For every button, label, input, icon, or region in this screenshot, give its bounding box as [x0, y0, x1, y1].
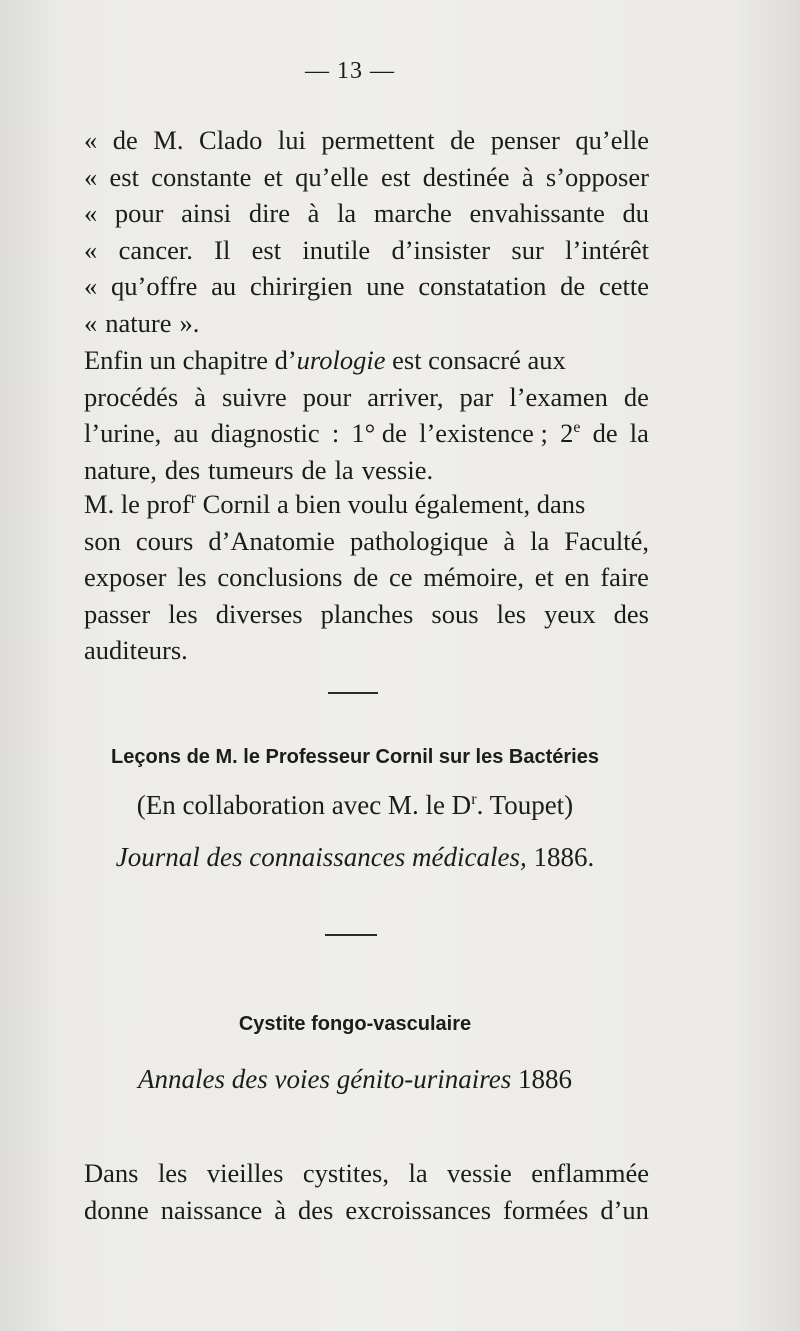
text-line	[84, 559, 649, 596]
word: procédés	[84, 381, 179, 412]
word: sous	[431, 598, 479, 629]
word: vessie	[447, 1158, 512, 1188]
word: et	[263, 161, 283, 192]
journal-citation-2	[60, 1064, 650, 1095]
word: de	[301, 454, 327, 485]
word: arriver,	[367, 381, 444, 412]
word: s’opposer	[545, 161, 649, 192]
word: permettent	[321, 125, 435, 155]
superscript: r	[190, 490, 197, 508]
word: la	[408, 1158, 428, 1188]
paragraph-cornil	[84, 486, 649, 669]
word: «	[84, 161, 98, 192]
word: donne	[84, 1194, 149, 1225]
journal-title: Journal des connaissances médicales,	[115, 842, 527, 872]
text-line	[84, 232, 649, 269]
word: du	[622, 198, 649, 229]
journal-year: 1886	[511, 1064, 572, 1094]
word: à	[521, 161, 534, 192]
word: nature,	[84, 454, 157, 485]
text-line	[84, 523, 649, 560]
word: au	[211, 271, 237, 302]
word: de	[112, 125, 138, 155]
word: qu’offre	[111, 271, 198, 302]
word: en	[564, 562, 590, 593]
text-line	[84, 159, 649, 196]
word: yeux	[544, 598, 596, 629]
page-number: — 13 —	[305, 58, 395, 84]
word: diverses	[215, 598, 303, 629]
word: «	[84, 307, 98, 338]
word: pathologique	[349, 525, 489, 556]
word: une	[366, 271, 405, 302]
text-line	[84, 195, 649, 232]
word: les	[177, 562, 207, 593]
word: ».	[179, 307, 200, 338]
line-prefix: Enfin un chapitre d’	[84, 345, 297, 375]
word: faire	[600, 562, 649, 593]
text-line	[84, 305, 649, 342]
word: l’examen	[509, 381, 608, 412]
word: et	[534, 562, 554, 593]
word: dire	[248, 198, 291, 229]
paragraph-quote-continuation	[84, 122, 649, 342]
word: cystites,	[302, 1158, 389, 1188]
word: sur	[511, 234, 544, 265]
word: formées	[503, 1194, 589, 1225]
word: «	[84, 271, 98, 302]
word: excroissances	[345, 1194, 492, 1225]
word: d’Anatomie	[208, 525, 335, 556]
word: les	[496, 598, 527, 629]
word: naissance	[160, 1194, 263, 1225]
word: d’insister	[391, 234, 491, 265]
word: les	[157, 1158, 188, 1188]
word: constante	[151, 161, 252, 192]
italic-term: urologie	[296, 345, 386, 375]
word: lui	[277, 125, 306, 155]
word: diagnostic	[210, 418, 320, 449]
word: planches	[320, 598, 414, 629]
word: qu’elle	[575, 125, 649, 155]
word: de	[353, 562, 379, 593]
word: envahissante	[469, 198, 605, 229]
word: 2e	[560, 418, 581, 449]
word: d’un	[600, 1194, 649, 1225]
superscript: r	[471, 790, 477, 808]
text-line	[84, 268, 649, 305]
word: penser	[490, 125, 560, 155]
word: marche	[373, 198, 452, 229]
word: cours	[135, 525, 194, 556]
text-line	[84, 122, 649, 159]
word: son	[84, 525, 121, 556]
word: la	[334, 454, 354, 485]
word: de	[560, 271, 586, 302]
word: pour	[114, 198, 164, 229]
text-line	[84, 596, 649, 633]
text-line	[84, 486, 649, 523]
word: la	[530, 525, 550, 556]
word: mémoire,	[423, 562, 525, 593]
separator-rule	[328, 692, 378, 694]
word: «	[84, 198, 98, 229]
journal-citation-1	[60, 842, 650, 873]
word: par	[459, 381, 494, 412]
word: ce	[388, 562, 413, 593]
word: l’intérêt	[565, 234, 649, 265]
word: Faculté,	[564, 525, 649, 556]
line-prefix: M. le prof	[84, 489, 191, 519]
word: au	[173, 418, 199, 449]
word: inutile	[302, 234, 371, 265]
word: de	[592, 418, 618, 449]
word: exposer	[84, 562, 167, 593]
section-heading-cystite: Cystite fongo-vasculaire	[238, 1013, 472, 1035]
journal-title: Annales des voies génito-urinaires	[138, 1064, 512, 1094]
word: les	[168, 598, 198, 629]
text-line	[84, 415, 649, 452]
word: 1° de	[351, 418, 407, 449]
word: vessie.	[361, 454, 434, 485]
collaboration-line	[60, 790, 650, 821]
word: suivre	[221, 381, 287, 412]
paragraph-cystites	[84, 1155, 649, 1228]
word: auditeurs.	[84, 635, 188, 666]
word: destinée	[422, 161, 510, 192]
separator-rule	[325, 934, 377, 936]
word: cancer.	[118, 234, 193, 265]
section-heading-bacteries: Leçons de M. le Professeur Cornil sur les Bactéries	[111, 746, 599, 768]
word: pour	[302, 381, 352, 412]
line-suffix: Cornil a bien voulu également, dans	[196, 489, 586, 519]
word: est	[109, 161, 139, 192]
word: chirirgien	[249, 271, 353, 302]
word: des	[613, 598, 649, 629]
word: conclusions	[217, 562, 343, 593]
word: à	[194, 381, 206, 412]
text-line	[84, 1155, 649, 1192]
line-suffix: est consacré aux	[385, 345, 566, 375]
word: M.	[153, 125, 184, 155]
word: tumeurs	[208, 454, 294, 485]
word: des	[298, 1194, 334, 1225]
text-line	[84, 632, 649, 669]
word: à	[274, 1194, 287, 1225]
word: des	[164, 454, 201, 485]
word: l’urine,	[84, 418, 162, 449]
word: constatation	[418, 271, 547, 302]
word: qu’elle	[295, 161, 369, 192]
word: enflammée	[531, 1158, 649, 1188]
word: la	[337, 198, 357, 229]
word: est	[251, 234, 282, 265]
word: ainsi	[181, 198, 232, 229]
text-line	[84, 1192, 649, 1229]
word: passer	[84, 598, 151, 629]
word: vieilles	[206, 1158, 284, 1188]
word: Il	[214, 234, 231, 265]
word: cette	[598, 271, 649, 302]
word: nature	[105, 307, 172, 338]
journal-year: 1886.	[526, 842, 595, 872]
word: «	[84, 125, 98, 155]
word: à	[503, 525, 516, 556]
word: est	[380, 161, 411, 192]
word: de	[450, 125, 476, 155]
word: :	[331, 418, 340, 449]
word: l’existence ;	[419, 418, 548, 449]
word: de	[623, 381, 649, 412]
text-line	[84, 342, 649, 379]
paragraph-urologie	[84, 342, 649, 488]
word: Clado	[199, 125, 263, 155]
word: la	[629, 418, 649, 449]
word: Dans	[84, 1158, 139, 1188]
word: «	[84, 234, 98, 265]
text-line	[84, 452, 649, 489]
collab-prefix: (En collaboration avec M. le D	[136, 790, 472, 820]
collab-suffix: . Toupet)	[476, 790, 574, 820]
word: à	[307, 198, 320, 229]
text-line	[84, 379, 649, 416]
